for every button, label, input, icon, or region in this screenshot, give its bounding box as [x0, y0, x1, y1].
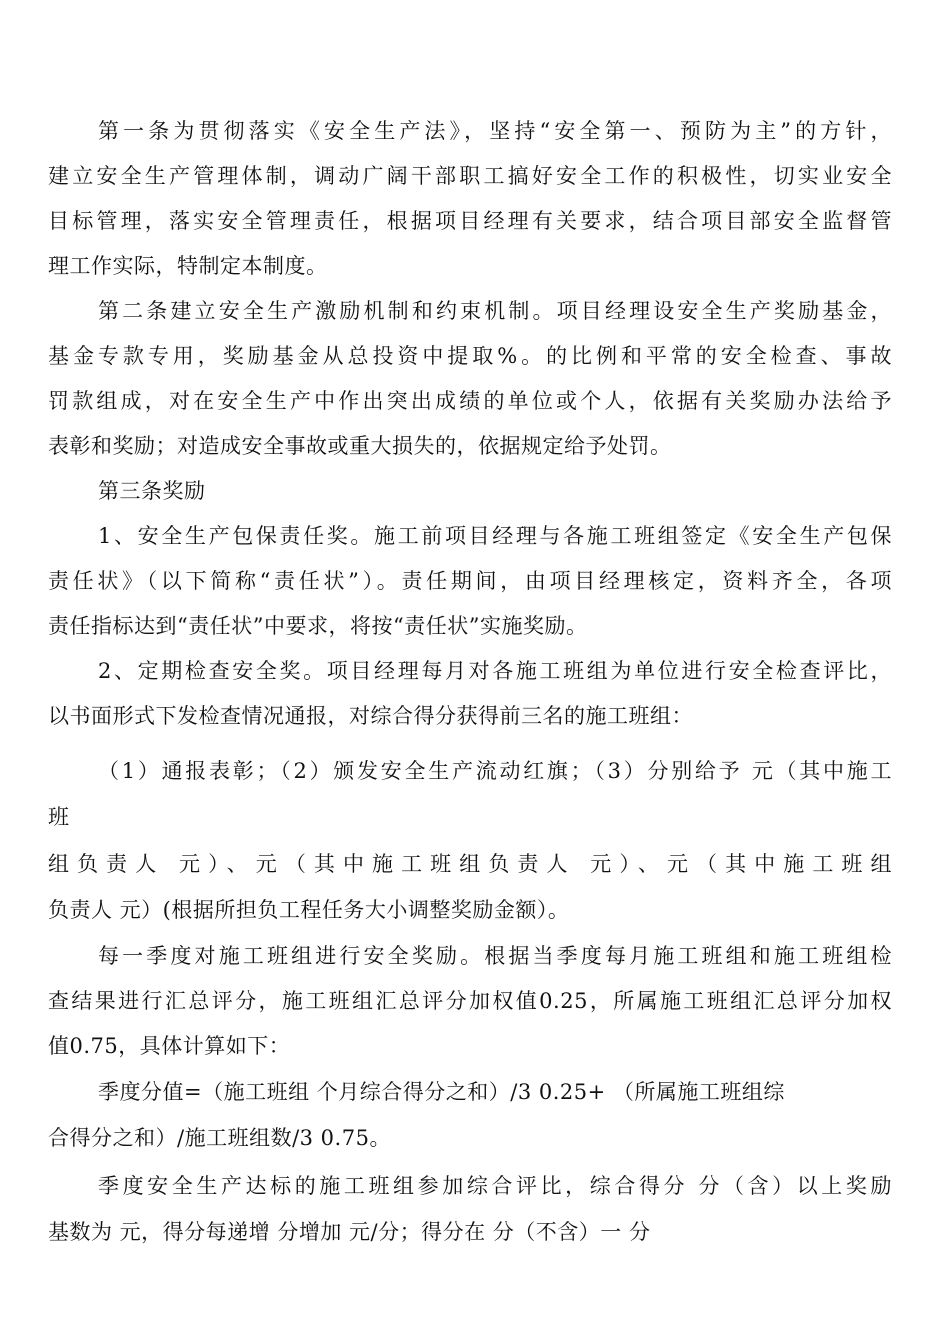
reward-2-items-line-3: 组负责人 元）、元（其中施工班组负责人 元）、元（其中施工班组 — [48, 852, 892, 876]
quarterly-line-3: 值0.75，具体计算如下： — [48, 1034, 291, 1058]
article-1-line-1: 第一条为贯彻落实《安全生产法》，坚持“安全第一、预防为主”的方针， — [98, 119, 892, 143]
evaluation-line-1: 季度安全生产达标的施工班组参加综合评比，综合得分 分（含）以上奖励 — [98, 1174, 892, 1198]
article-1-line-4: 理工作实际，特制定本制度。 — [48, 254, 328, 278]
article-2-line-4: 表彰和奖励；对造成安全事故或重大损失的，依据规定给予处罚。 — [48, 434, 672, 458]
formula-line-2: 合得分之和）/施工班组数/3 0.75。 — [48, 1126, 391, 1150]
formula-line-1: 季度分值=（施工班组 个月综合得分之和）/3 0.25+ （所属施工班组综 — [98, 1080, 785, 1104]
reward-1-line-1: 1、安全生产包保责任奖。施工前项目经理与各施工班组签定《安全生产包保 — [98, 524, 892, 548]
evaluation-line-2: 基数为 元，得分每递增 分增加 元/分；得分在 分（不含）一 分 — [48, 1220, 651, 1244]
reward-2-items-line-4: 负责人 元）(根据所担负工程任务大小调整奖励金额）。 — [48, 898, 570, 922]
reward-2-line-2: 以书面形式下发检查情况通报，对综合得分获得前三名的施工班组： — [48, 704, 693, 728]
article-2-line-1: 第二条建立安全生产激励机制和约束机制。项目经理设安全生产奖励基金， — [98, 299, 892, 323]
reward-2-items-line-1: （1）通报表彰；（2）颁发安全生产流动红旗；（3）分别给予 元（其中施工 — [98, 759, 892, 783]
quarterly-line-1: 每一季度对施工班组进行安全奖励。根据当季度每月施工班组和施工班组检 — [98, 944, 892, 968]
article-1-line-3: 目标管理，落实安全管理责任，根据项目经理有关要求，结合项目部安全监督管 — [48, 209, 892, 233]
article-2-line-3: 罚款组成，对在安全生产中作出突出成绩的单位或个人，依据有关奖励办法给予 — [48, 389, 892, 413]
reward-2-items-line-2: 班 — [48, 805, 70, 829]
article-3-heading: 第三条奖励 — [98, 479, 206, 503]
article-2-line-2: 基金专款专用，奖励基金从总投资中提取%。的比例和平常的安全检查、事故 — [48, 344, 892, 368]
article-1-line-2: 建立安全生产管理体制，调动广阔干部职工搞好安全工作的积极性，切实业安全 — [48, 164, 892, 188]
reward-2-line-1: 2、定期检查安全奖。项目经理每月对各施工班组为单位进行安全检查评比， — [98, 659, 892, 683]
quarterly-line-2: 查结果进行汇总评分，施工班组汇总评分加权值0.25，所属施工班组汇总评分加权 — [48, 989, 892, 1013]
reward-1-line-3: 责任指标达到“责任状”中要求，将按“责任状”实施奖励。 — [48, 614, 588, 638]
reward-1-line-2: 责任状》（以下简称“责任状”）。责任期间，由项目经理核定，资料齐全，各项 — [48, 569, 892, 593]
